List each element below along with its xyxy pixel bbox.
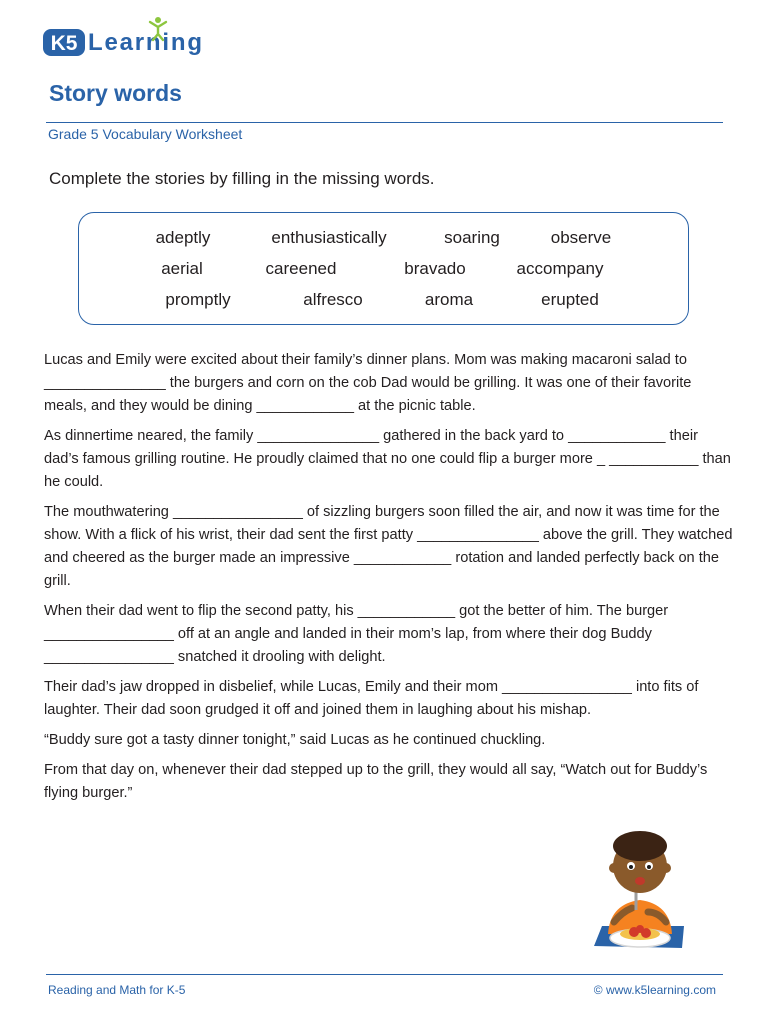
story-paragraph: “Buddy sure got a tasty dinner tonight,” said Lucas as he continued chuckling. bbox=[44, 732, 546, 748]
footer-website-link[interactable]: © www.k5learning.com bbox=[593, 983, 716, 997]
story-paragraph: The mouthwatering ________________ of sizzling burgers soon filled the air, and now it was time for the show. With a flick of his wrist, their dad sent the first patty _______________ above the grill. They watched and cheered as the burger made an impressive ____________ rotation and landed perfectly back on the grill. bbox=[44, 504, 733, 589]
footer-tagline: Reading and Math for K-5 bbox=[48, 983, 186, 997]
word-bank-item: accompany bbox=[516, 259, 604, 278]
word-bank-item: careened bbox=[265, 259, 337, 278]
story-paragraph: Lucas and Emily were excited about their family’s dinner plans. Mom was making macaroni salad to _______________ the burgers and corn on the cob Dad would be grilling. It was one of their favorite meals, and they would be dining ____________ at the picnic table. bbox=[44, 352, 692, 414]
story-paragraph: When their dad went to flip the second patty, his ____________ got the better of him. The burger ________________ off at an angle and landed in their mom’s lap, from where their dog Buddy ________________ snatched it drooling with delight. bbox=[44, 603, 669, 665]
k5-learning-logo[interactable] bbox=[42, 14, 212, 60]
word-bank-item: enthusiastically bbox=[271, 228, 387, 247]
story-paragraph: As dinnertime neared, the family _______________ gathered in the back yard to ____________ their dad’s famous grilling routine. He proudly claimed that no one could flip a burger more _ ___________ than he could. bbox=[44, 428, 731, 490]
story-paragraph: From that day on, whenever their dad stepped up to the grill, they would all say, “Watch out for Buddy’s flying burger.” bbox=[44, 762, 708, 801]
word-bank-row bbox=[79, 259, 688, 283]
word-bank-item: adeptly bbox=[155, 228, 211, 247]
logo-k5-text: K5 bbox=[50, 32, 78, 55]
word-bank-item: observe bbox=[550, 228, 612, 247]
story-paragraph: Their dad’s jaw dropped in disbelief, while Lucas, Emily and their mom ________________ into fits of laughter. Their dad soon grudged it off and joined them in laughing about his mishap. bbox=[44, 679, 699, 718]
word-bank-item: alfresco bbox=[303, 290, 363, 309]
word-bank-item: soaring bbox=[444, 228, 500, 247]
story-text bbox=[44, 349, 734, 812]
page-title: Story words bbox=[49, 80, 182, 106]
header-divider bbox=[46, 122, 723, 123]
word-bank-box bbox=[78, 212, 689, 325]
word-bank-item: erupted bbox=[541, 290, 599, 309]
page-subtitle: Grade 5 Vocabulary Worksheet bbox=[48, 126, 243, 142]
word-bank-item: bravado bbox=[404, 259, 466, 278]
footer-divider bbox=[46, 974, 723, 975]
boy-eating-spaghetti-icon bbox=[592, 826, 688, 960]
instructions-text: Complete the stories by filling in the missing words. bbox=[49, 169, 435, 188]
word-bank-row bbox=[79, 228, 688, 252]
logo-word-text: Learning bbox=[88, 29, 202, 56]
word-bank-row bbox=[79, 290, 688, 314]
word-bank-item: aroma bbox=[424, 290, 474, 309]
word-bank-item: aerial bbox=[161, 259, 203, 278]
word-bank-item: promptly bbox=[165, 290, 231, 309]
